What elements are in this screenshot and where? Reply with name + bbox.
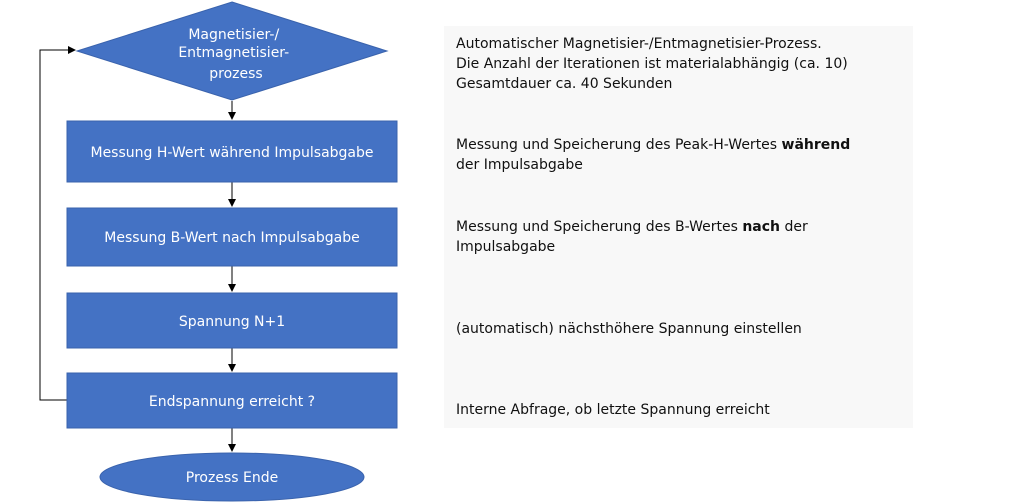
description-start — [456, 34, 848, 94]
description-start-line: Die Anzahl der Iterationen ist materialabhängig (ca. 10) — [456, 56, 848, 72]
description-start-line: Automatischer Magnetisier-/Entmagnetisier-Prozess. — [456, 36, 822, 52]
description-measure-b-line: Impulsabgabe — [456, 239, 556, 255]
description-text: der — [780, 219, 808, 235]
end-node-label: Prozess Ende — [185, 470, 279, 486]
end-check-node-label: Endspannung erreicht ? — [148, 394, 316, 410]
description-end-check: Interne Abfrage, ob letzte Spannung erreicht — [456, 402, 770, 418]
description-measure-h-line — [456, 135, 850, 155]
measure-b-node-label: Messung B-Wert nach Impulsabgabe — [104, 230, 360, 246]
description-measure-b-line — [456, 217, 808, 237]
emphasis-text: nach — [742, 219, 781, 235]
description-measure-b — [456, 217, 808, 257]
emphasis-text: während — [781, 137, 851, 153]
voltage-step-node-label: Spannung N+1 — [178, 314, 286, 330]
start-node-label: Magnetisier-/ Entmagnetisier- prozess — [178, 27, 290, 82]
measure-h-node-label: Messung H-Wert während Impulsabgabe — [90, 145, 374, 161]
description-measure-h — [456, 135, 850, 175]
description-start-line: Gesamtdauer ca. 40 Sekunden — [456, 76, 673, 92]
description-voltage-step: (automatisch) nächsthöhere Spannung einstellen — [456, 321, 802, 337]
description-text: Messung und Speicherung des Peak-H-Wertes — [456, 137, 782, 153]
description-measure-h-line: der Impulsabgabe — [456, 157, 583, 173]
description-text: Messung und Speicherung des B-Wertes — [456, 219, 743, 235]
